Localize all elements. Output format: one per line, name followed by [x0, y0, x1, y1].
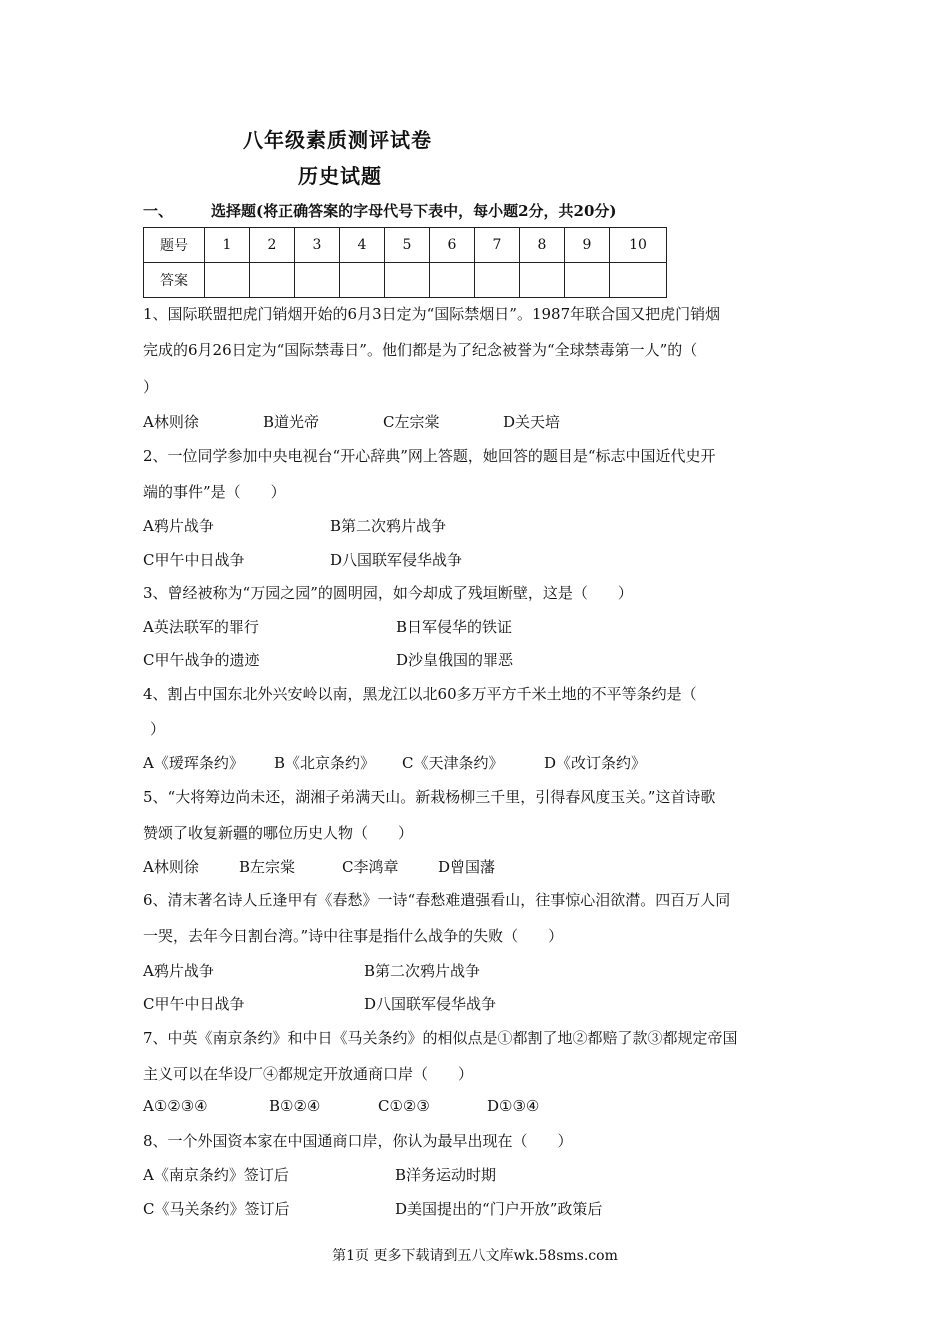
question-8-option-c: C《马关条约》签订后: [143, 1200, 290, 1218]
table-answer-label: 答案: [144, 263, 205, 298]
question-7-text: 主义可以在华设厂④都规定开放通商口岸（ ）: [143, 1065, 474, 1083]
question-7-option-d: D①③④: [487, 1097, 540, 1115]
question-4-text: ）: [150, 720, 166, 738]
question-3-text: 3、曾经被称为“万园之园”的圆明园，如今却成了残垣断壁，这是（ ）: [143, 584, 633, 602]
question-8-text: 8、一个外国资本家在中国通商口岸，你认为最早出现在（ ）: [143, 1132, 573, 1150]
question-8-option-b: B洋务运动时期: [395, 1166, 497, 1184]
question-4-option-d: D《改订条约》: [544, 754, 647, 772]
page-footer: 第1页 更多下载请到五八文库wk.58sms.com: [332, 1248, 618, 1264]
table-header-label: 题号: [144, 228, 205, 263]
question-7-option-a: A①②③④: [143, 1097, 208, 1115]
question-3-option-a: A英法联军的罪行: [143, 618, 259, 636]
question-2-text: 2、一位同学参加中央电视台“开心辞典”网上答题，她回答的题目是“标志中国近代史开: [143, 447, 716, 465]
question-5-option-a: A林则徐: [143, 858, 199, 876]
answer-table: [143, 227, 667, 298]
question-6-option-d: D八国联军侵华战争: [364, 995, 497, 1013]
question-6-option-b: B第二次鸦片战争: [364, 962, 481, 980]
question-number-cell: 7: [475, 228, 520, 263]
question-number-cell: 4: [340, 228, 385, 263]
question-6-text: 一哭，去年今日割台湾。”诗中往事是指什么战争的失败（ ）: [143, 927, 564, 945]
question-5-option-b: B左宗棠: [239, 858, 296, 876]
question-7-option-c: C①②③: [378, 1097, 430, 1115]
question-number-cell: 3: [295, 228, 340, 263]
question-8-option-a: A《南京条约》签订后: [143, 1166, 289, 1184]
question-5-option-c: C李鸿章: [342, 858, 399, 876]
answer-cell[interactable]: [340, 263, 385, 298]
answer-cell[interactable]: [295, 263, 340, 298]
question-7-option-b: B①②④: [269, 1097, 321, 1115]
answer-cell[interactable]: [475, 263, 520, 298]
question-3-option-d: D沙皇俄国的罪恶: [396, 651, 514, 669]
question-4-option-a: A《瑷珲条约》: [143, 754, 244, 772]
question-number-cell: 1: [205, 228, 250, 263]
question-1-option-a: A林则徐: [143, 413, 199, 431]
exam-subtitle: 历史试题: [298, 164, 382, 188]
question-1-option-c: C左宗棠: [383, 413, 440, 431]
section-number: 一、: [143, 202, 174, 220]
answer-table-answer-row: [144, 263, 667, 298]
question-6-option-c: C甲午中日战争: [143, 995, 245, 1013]
answer-cell[interactable]: [205, 263, 250, 298]
answer-cell[interactable]: [520, 263, 565, 298]
question-6-option-a: A鸦片战争: [143, 962, 214, 980]
question-3-option-c: C甲午战争的遗迹: [143, 651, 260, 669]
question-number-cell: 9: [565, 228, 610, 263]
question-1-text: 完成的6月26日定为“国际禁毒日”。他们都是为了纪念被誉为“全球禁毒第一人”的（: [143, 341, 698, 359]
question-4-option-b: B《北京条约》: [274, 754, 376, 772]
question-5-text: 5、“大将筹边尚未还，湖湘子弟满天山。新栽杨柳三千里，引得春风度玉关。”这首诗歌: [143, 788, 716, 806]
question-4-option-c: C《天津条约》: [402, 754, 504, 772]
answer-cell[interactable]: [565, 263, 610, 298]
question-1-text: 1、国际联盟把虎门销烟开始的6月3日定为“国际禁烟日”。1987年联合国又把虎门销烟: [143, 305, 721, 323]
answer-cell[interactable]: [250, 263, 295, 298]
question-2-option-b: B第二次鸦片战争: [330, 517, 447, 535]
question-5-option-d: D曾国藩: [438, 858, 496, 876]
question-1-option-b: B道光帝: [263, 413, 320, 431]
question-number-cell: 10: [610, 228, 667, 263]
question-2-text: 端的事件”是（ ）: [143, 483, 286, 501]
question-6-text: 6、清末著名诗人丘逢甲有《春愁》一诗“春愁难遣强看山，往事惊心泪欲潸。四百万人同: [143, 891, 731, 909]
question-number-cell: 8: [520, 228, 565, 263]
question-number-cell: 2: [250, 228, 295, 263]
question-2-option-c: C甲午中日战争: [143, 551, 245, 569]
question-4-text: 4、割占中国东北外兴安岭以南，黑龙江以北60多万平方千米土地的不平等条约是（: [143, 685, 697, 703]
question-1-text: ）: [143, 378, 159, 396]
answer-table-header-row: [144, 228, 667, 263]
answer-cell[interactable]: [430, 263, 475, 298]
question-1-option-d: D关天培: [503, 413, 561, 431]
question-7-text: 7、中英《南京条约》和中日《马关条约》的相似点是①都割了地②都赔了款③都规定帝国: [143, 1029, 738, 1047]
question-5-text: 赞颂了收复新疆的哪位历史人物（ ）: [143, 824, 414, 842]
answer-cell[interactable]: [610, 263, 667, 298]
question-8-option-d: D美国提出的“门户开放”政策后: [395, 1200, 603, 1218]
question-3-option-b: B日军侵华的铁证: [396, 618, 513, 636]
section-title: 选择题(将正确答案的字母代号下表中，每小题2分，共20分): [211, 202, 617, 220]
question-2-option-a: A鸦片战争: [143, 517, 214, 535]
question-number-cell: 6: [430, 228, 475, 263]
exam-title: 八年级素质测评试卷: [243, 128, 432, 152]
question-2-option-d: D八国联军侵华战争: [330, 551, 463, 569]
answer-cell[interactable]: [385, 263, 430, 298]
question-number-cell: 5: [385, 228, 430, 263]
